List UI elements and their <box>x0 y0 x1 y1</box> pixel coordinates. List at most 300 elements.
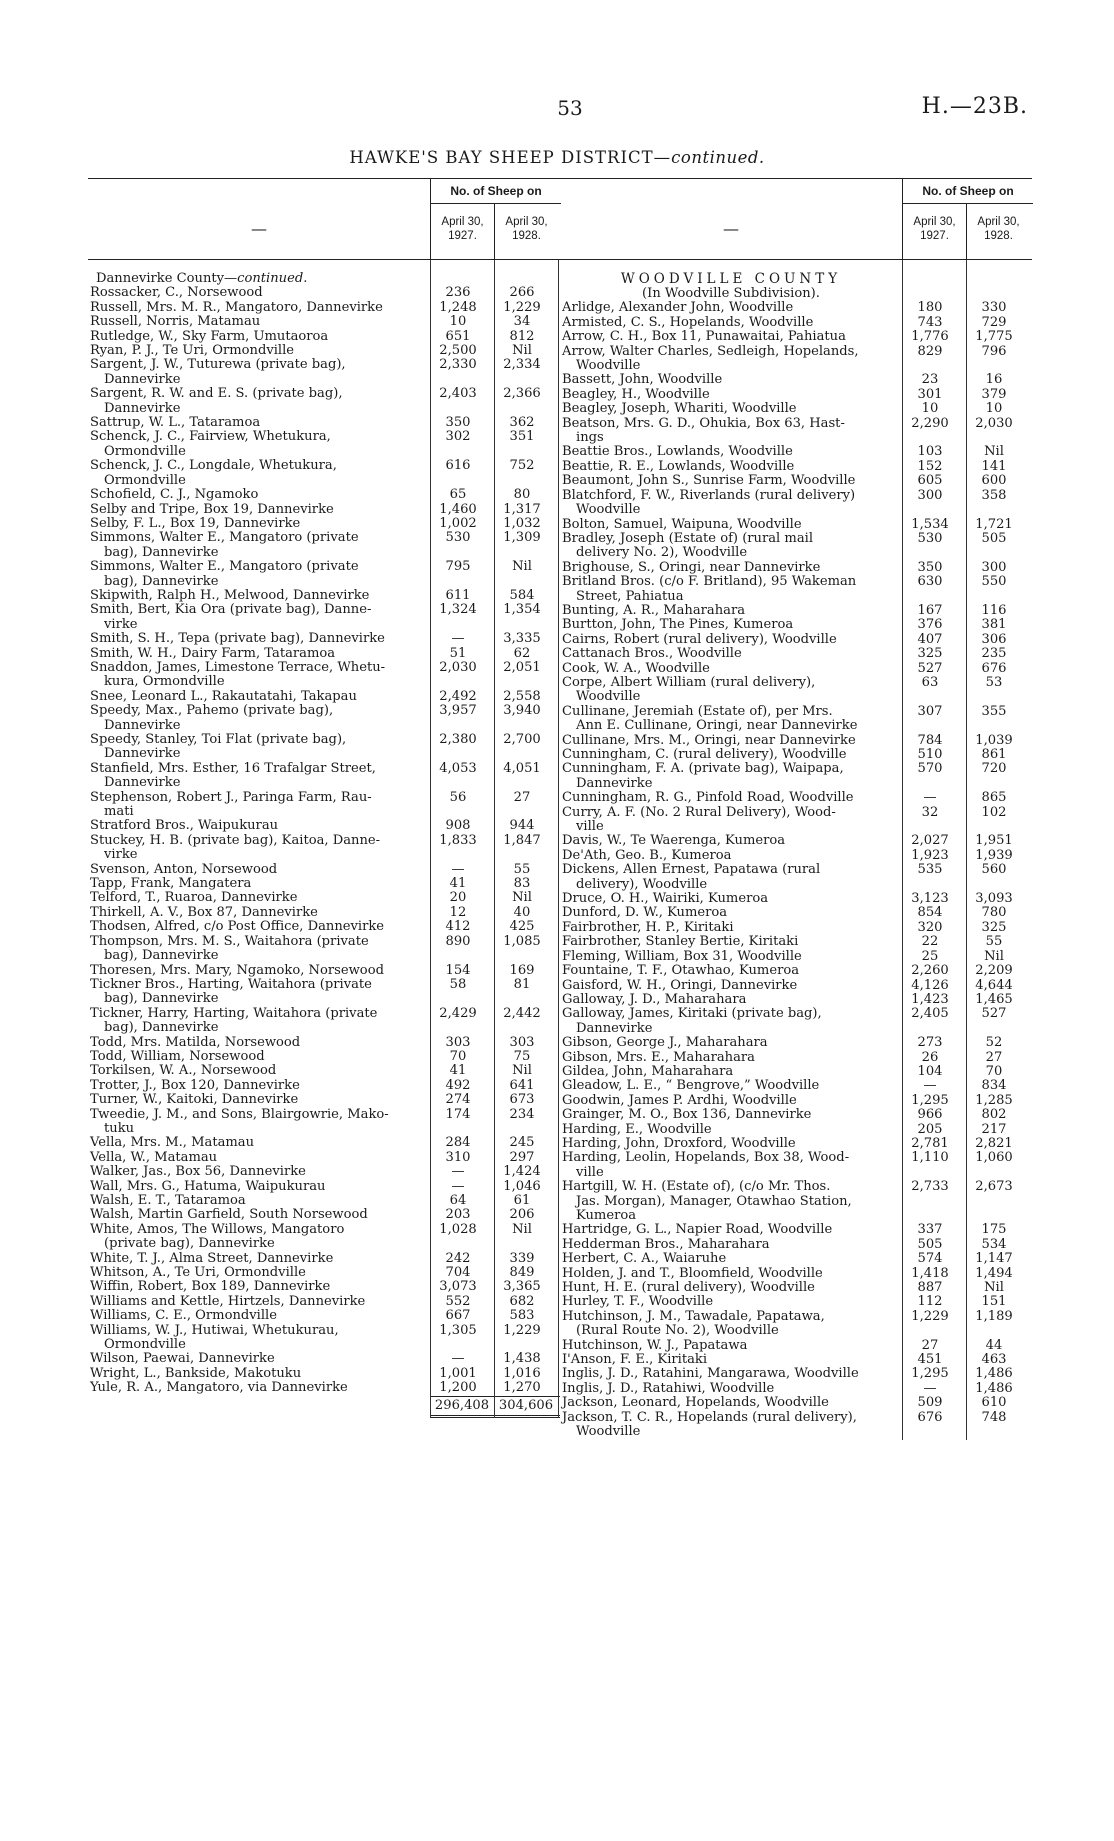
table-row <box>88 531 560 560</box>
owner-cell <box>88 1223 426 1252</box>
owner-name: Arrow, C. H., Box 11, Punawaitai, Pahiatua <box>562 329 846 345</box>
owner-cell <box>88 877 426 891</box>
owner-cell <box>88 430 426 459</box>
sheep-1928: 849 <box>509 1265 535 1281</box>
sheep-1928: 206 <box>509 1207 535 1223</box>
table-row <box>560 1036 1032 1050</box>
owner-name-continued: Woodville <box>576 502 641 518</box>
column-rule <box>902 260 903 1440</box>
sheep-1928: 2,558 <box>503 688 541 704</box>
sheep-1928: 297 <box>509 1149 535 1165</box>
table-row <box>88 964 560 978</box>
owner-cell <box>560 950 898 964</box>
owner-cell <box>560 445 898 459</box>
owner-name: Beaumont, John S., Sunrise Farm, Woodville <box>562 473 856 489</box>
sheep-1928: 1,309 <box>503 530 541 546</box>
sheep-1928: 1,775 <box>975 329 1013 345</box>
owner-cell <box>88 920 426 934</box>
sheep-1927: 1,001 <box>439 1365 477 1381</box>
owner-cell <box>560 979 898 993</box>
owner-name: Sargent, R. W. and E. S. (private bag), <box>90 386 343 402</box>
sheep-1927: 605 <box>917 473 943 489</box>
owner-name: Bradley, Joseph (Estate of) (rural mail <box>562 530 814 546</box>
owner-cell <box>88 863 426 877</box>
sheep-1927: 1,002 <box>439 515 477 531</box>
owner-cell <box>560 935 898 949</box>
sheep-1927: 407 <box>917 631 943 647</box>
table-row <box>88 430 560 459</box>
sheep-1928: 2,700 <box>503 732 541 747</box>
sheep-1927: 1,295 <box>911 1092 949 1108</box>
table-rows <box>88 286 560 1395</box>
owner-name: Blatchford, F. W., Riverlands (rural delivery) <box>562 487 856 503</box>
sheep-1927: 966 <box>917 1107 943 1123</box>
owner-cell <box>88 762 426 791</box>
table-row <box>560 1339 1032 1353</box>
table-row <box>88 1050 560 1064</box>
table-row <box>88 1352 560 1366</box>
table-row <box>560 705 1032 734</box>
sheep-1927: 2,260 <box>911 963 949 979</box>
owner-name: Russell, Norris, Matamau <box>90 314 261 330</box>
table-body <box>88 260 560 1418</box>
name-column-header: — <box>251 219 267 238</box>
owner-name-continued: virke <box>104 847 138 863</box>
table-row <box>560 662 1032 676</box>
owner-cell <box>560 1339 898 1353</box>
owner-name-continued: Dannevirke <box>576 775 653 791</box>
sheep-1927: 303 <box>445 1034 471 1050</box>
sheep-1927: 310 <box>445 1149 471 1165</box>
owner-cell <box>560 892 898 906</box>
table-row <box>560 489 1032 518</box>
owner-cell <box>560 633 898 647</box>
table-row <box>560 921 1032 935</box>
owner-name: Tweedie, J. M., and Sons, Blairgowrie, Mako- <box>90 1106 389 1122</box>
owner-cell <box>88 891 426 905</box>
owner-name: Simmons, Walter E., Mangatoro (private <box>90 530 359 546</box>
owner-cell <box>560 1180 898 1223</box>
owner-name: Williams and Kettle, Hirtzels, Dannevirke <box>90 1293 366 1309</box>
sheep-1927: 274 <box>445 1092 471 1108</box>
sheep-1928: 81 <box>513 976 531 992</box>
owner-cell <box>88 1367 426 1381</box>
table-row <box>88 661 560 690</box>
owner-cell <box>560 1051 898 1065</box>
owner-name-continued: Ormondville <box>104 472 186 488</box>
owner-name: Hartgill, W. H. (Estate of), (c/o Mr. Thos. <box>562 1179 831 1195</box>
sheep-1927: 2,330 <box>439 357 477 373</box>
owner-name-continued: Ormondville <box>104 1337 186 1353</box>
sheep-1927: 167 <box>917 602 943 618</box>
owner-name: Grainger, M. O., Box 136, Dannevirke <box>562 1107 812 1123</box>
owner-cell <box>560 806 898 835</box>
owner-cell <box>88 1324 426 1353</box>
owner-cell <box>560 532 898 561</box>
sheep-1928: 245 <box>509 1135 535 1151</box>
sheep-1927: 795 <box>445 559 471 575</box>
sheep-1927: 70 <box>449 1048 467 1064</box>
owner-cell <box>88 1093 426 1107</box>
column-rule <box>558 260 559 1418</box>
sheep-1928: 1,032 <box>503 515 541 531</box>
owner-name: Corpe, Albert William (rural delivery), <box>562 674 816 690</box>
sheep-1928: 2,334 <box>503 357 541 373</box>
owner-name: Inglis, J. D., Ratahini, Mangarawa, Woodville <box>562 1366 859 1382</box>
sheep-1928: 55 <box>985 934 1003 950</box>
sheep-1927: 667 <box>445 1308 471 1324</box>
owner-name: Stratford Bros., Waipukurau <box>90 818 279 834</box>
sheep-1927: 784 <box>917 732 943 748</box>
owner-cell <box>88 387 426 416</box>
owner-name: Thodsen, Alfred, c/o Post Office, Dannevirke <box>90 919 385 935</box>
owner-name-continued: ville <box>576 819 604 835</box>
year-1927-header: April 30, 1927. <box>902 203 966 259</box>
owner-cell <box>88 647 426 661</box>
sheep-1927: 854 <box>917 905 943 921</box>
sheep-1927: 509 <box>917 1395 943 1411</box>
owner-cell <box>88 531 426 560</box>
table-row <box>88 503 560 517</box>
owner-name: Williams, C. E., Ormondville <box>90 1308 277 1324</box>
sheep-1928: 1,085 <box>503 933 541 949</box>
sheep-1927: 829 <box>917 343 943 359</box>
table-row <box>560 1238 1032 1252</box>
owner-cell <box>88 1050 426 1064</box>
sheep-1928: 3,365 <box>503 1279 541 1295</box>
owner-cell <box>560 345 898 374</box>
owner-name: White, T. J., Alma Street, Dannevirke <box>90 1250 334 1266</box>
owner-name: Walsh, Martin Garfield, South Norsewood <box>90 1207 368 1223</box>
owner-name: Svenson, Anton, Norsewood <box>90 861 278 877</box>
sheep-1928: 812 <box>509 328 535 344</box>
owner-cell <box>88 589 426 603</box>
sheep-1928: 102 <box>981 804 1007 820</box>
owner-name: Russell, Mrs. M. R., Mangatoro, Dannevirke <box>90 299 383 315</box>
owner-cell <box>560 921 898 935</box>
table-row <box>560 1094 1032 1108</box>
sheep-1927: 25 <box>921 948 939 964</box>
table-row <box>88 704 560 733</box>
table-row <box>88 1036 560 1050</box>
section-heading <box>88 272 560 286</box>
sheep-1927: 26 <box>921 1049 939 1065</box>
sheep-1928: 720 <box>981 761 1007 777</box>
sheep-1927: 2,781 <box>911 1135 949 1151</box>
owner-cell <box>88 1064 426 1078</box>
table-row <box>560 964 1032 978</box>
sheep-1927: 307 <box>917 703 943 719</box>
owner-name: Beattie, R. E., Lowlands, Woodville <box>562 458 795 474</box>
table-row <box>560 373 1032 387</box>
table-row <box>88 834 560 863</box>
sheep-1928: 358 <box>981 487 1007 503</box>
sheep-1927: 2,030 <box>439 659 477 675</box>
owner-cell <box>560 662 898 676</box>
sheep-1928: 1,494 <box>975 1265 1013 1281</box>
sheep-1927: 104 <box>917 1063 943 1079</box>
owner-name-continued: Woodville <box>576 1424 641 1440</box>
sheep-1928: 425 <box>509 919 535 935</box>
sheep-1928: 141 <box>981 458 1007 474</box>
table-row <box>560 935 1032 949</box>
total-1928: 304,606 <box>498 1397 554 1413</box>
owner-name: Harding, John, Droxford, Woodville <box>562 1135 796 1151</box>
owner-name: Beagley, H., Woodville <box>562 386 710 402</box>
owner-name: Beattie Bros., Lowlands, Woodville <box>562 444 793 460</box>
owner-name: Hartridge, G. L., Napier Road, Woodville <box>562 1222 833 1238</box>
owner-cell <box>560 762 898 791</box>
owner-name: Cullinane, Mrs. M., Oringi, near Dannevirke <box>562 732 856 748</box>
table-row <box>88 632 560 646</box>
owner-name: Hunt, H. E. (rural delivery), Woodville <box>562 1280 815 1296</box>
sheep-1928: 2,209 <box>975 963 1013 979</box>
owner-name: Britland Bros. (c/o F. Britland), 95 Wakeman <box>562 574 857 590</box>
owner-cell <box>88 603 426 632</box>
sheep-1927: 12 <box>449 904 467 920</box>
sheep-1928: 151 <box>981 1294 1007 1310</box>
sheep-1928: 70 <box>985 1063 1003 1079</box>
owner-cell <box>560 748 898 762</box>
owner-name-continued: mati <box>104 804 134 820</box>
owner-name: Gaisford, W. H., Oringi, Dannevirke <box>562 977 798 993</box>
owner-cell <box>88 1208 426 1222</box>
sheep-1928: 682 <box>509 1293 535 1309</box>
owner-name-continued: bag), Dannevirke <box>104 991 219 1007</box>
table-row <box>88 1324 560 1353</box>
sheep-1928: 1,046 <box>503 1178 541 1194</box>
sheep-1927: 337 <box>917 1222 943 1238</box>
page-title-main: HAWKE'S BAY SHEEP DISTRICT— <box>349 148 672 167</box>
table-row <box>88 935 560 964</box>
table-row <box>560 1411 1032 1440</box>
table-row <box>560 330 1032 344</box>
owner-name: Tapp, Frank, Mangatera <box>90 876 252 892</box>
sheep-1928: 1,285 <box>975 1092 1013 1108</box>
sheep-1928: 83 <box>513 876 531 892</box>
table-row <box>560 532 1032 561</box>
owner-name: Cunningham, C. (rural delivery), Woodville <box>562 747 847 762</box>
sheep-1927: — <box>923 790 937 806</box>
sheep-1927: 300 <box>917 487 943 503</box>
table-row <box>88 1136 560 1150</box>
sheep-1927: 2,290 <box>911 415 949 431</box>
sheep-1927: 527 <box>917 660 943 676</box>
owner-name: Harding, E., Woodville <box>562 1121 712 1137</box>
sheep-1928: 1,486 <box>975 1380 1013 1396</box>
sheep-1928: 379 <box>981 386 1007 402</box>
owner-cell <box>560 402 898 416</box>
owner-cell <box>560 1267 898 1281</box>
sheep-1928: 534 <box>981 1236 1007 1252</box>
table-header <box>88 178 560 260</box>
sheep-1927: 530 <box>445 530 471 546</box>
sheep-1928: 306 <box>981 631 1007 647</box>
table-row <box>560 1180 1032 1223</box>
table-row <box>88 459 560 488</box>
owner-cell <box>88 1136 426 1150</box>
owner-cell <box>560 1123 898 1137</box>
table-row <box>88 1180 560 1194</box>
sheep-1927: 4,126 <box>911 977 949 993</box>
owner-cell <box>88 1280 426 1294</box>
sheep-1927: 174 <box>445 1106 471 1122</box>
sheep-1927: 2,733 <box>911 1179 949 1195</box>
sheep-1928: 610 <box>981 1395 1007 1411</box>
owner-name: Williams, W. J., Hutiwai, Whetukurau, <box>90 1322 339 1338</box>
owner-cell <box>560 316 898 330</box>
sheep-1928: 10 <box>985 401 1003 417</box>
owner-cell <box>560 604 898 618</box>
sheep-1927: 2,380 <box>439 732 477 747</box>
sheep-1927: 56 <box>449 789 467 805</box>
sheep-1927: 20 <box>449 890 467 906</box>
column-rule <box>430 260 431 1418</box>
sheep-1927: 1,324 <box>439 602 477 618</box>
owner-cell <box>560 518 898 532</box>
owner-cell <box>88 1007 426 1036</box>
owner-name: Walker, Jas., Box 56, Dannevirke <box>90 1164 306 1180</box>
owner-cell <box>560 1353 898 1367</box>
sheep-1927: 611 <box>445 587 471 603</box>
table-row <box>88 517 560 531</box>
sheep-1928: 1,465 <box>975 991 1013 1007</box>
owner-name: Thirkell, A. V., Box 87, Dannevirke <box>90 904 318 920</box>
owner-name: Walsh, E. T., Tataramoa <box>90 1193 246 1208</box>
table-row <box>560 1310 1032 1339</box>
table-row <box>560 1065 1032 1079</box>
sheep-1927: 154 <box>445 962 471 978</box>
totals-row <box>430 1396 560 1418</box>
county-heading: WOODVILLE COUNTY <box>620 271 842 287</box>
owner-name-continued: Street, Pahiatua <box>576 588 684 604</box>
table-row <box>560 618 1032 632</box>
table-row <box>88 315 560 329</box>
sheep-1927: 510 <box>917 747 943 762</box>
table-row <box>88 416 560 430</box>
sheep-1927: 1,776 <box>911 329 949 345</box>
sheep-1928: 3,093 <box>975 891 1013 907</box>
owner-name: Galloway, James, Kiritaki (private bag), <box>562 1006 822 1022</box>
owner-cell <box>560 460 898 474</box>
owner-cell <box>560 676 898 705</box>
owner-cell <box>560 1367 898 1381</box>
sheep-1927: 203 <box>445 1207 471 1223</box>
owner-name: Whitson, A., Te Uri, Ormondville <box>90 1265 306 1281</box>
owner-cell <box>560 618 898 632</box>
sheep-1927: 676 <box>917 1409 943 1425</box>
owner-cell <box>88 906 426 920</box>
sheep-1927: 236 <box>445 285 471 301</box>
owner-name: Fountaine, T. F., Otawhao, Kumeroa <box>562 963 800 979</box>
sheep-1928: 175 <box>981 1222 1007 1238</box>
sheep-1928: 3,940 <box>503 703 541 719</box>
owner-name-continued: ings <box>576 430 604 446</box>
sheep-1927: 412 <box>445 919 471 935</box>
owner-name: Snaddon, James, Limestone Terrace, Whetu- <box>90 659 386 675</box>
owner-name: Beagley, Joseph, Whariti, Woodville <box>562 401 797 417</box>
sheep-1928: 527 <box>981 1006 1007 1022</box>
sheep-1928: Nil <box>512 890 532 906</box>
owner-name: Todd, William, Norsewood <box>90 1048 265 1064</box>
sheep-1927: 22 <box>921 934 939 950</box>
owner-cell <box>88 301 426 315</box>
table-row <box>560 748 1032 762</box>
sheep-1928: 1,317 <box>503 501 541 517</box>
sheep-1928: 780 <box>981 905 1007 921</box>
sheep-1927: 51 <box>449 645 467 661</box>
owner-cell <box>560 1238 898 1252</box>
owner-name: Todd, Mrs. Matilda, Norsewood <box>90 1034 301 1050</box>
sheep-1928: 505 <box>981 530 1007 546</box>
owner-name: Gleadow, L. E., “ Bengrove,” Woodville <box>562 1078 820 1094</box>
column-rule <box>966 260 967 1440</box>
owner-cell <box>560 330 898 344</box>
sheep-1928: 1,147 <box>975 1251 1013 1267</box>
owner-cell <box>88 315 426 329</box>
table-row <box>88 1266 560 1280</box>
sheep-1928: 362 <box>509 415 535 431</box>
sheep-1928: 2,673 <box>975 1179 1013 1195</box>
owner-name-continued: Ann E. Cullinane, Oringi, near Dannevirke <box>576 718 858 734</box>
sheep-1927: 41 <box>449 1063 467 1079</box>
owner-name: I'Anson, F. E., Kiritaki <box>562 1352 708 1368</box>
owner-cell <box>560 964 898 978</box>
sheep-1927: 23 <box>921 372 939 388</box>
sheep-1928: 44 <box>985 1337 1003 1353</box>
owner-cell <box>88 632 426 646</box>
sheep-1928: 27 <box>513 789 531 805</box>
table-row <box>560 575 1032 604</box>
document-reference: H.—23B. <box>921 94 1028 119</box>
owner-cell <box>88 661 426 690</box>
sheep-1928: 463 <box>981 1352 1007 1368</box>
table-row <box>88 1223 560 1252</box>
owner-name: Simmons, Walter E., Mangatoro (private <box>90 559 359 575</box>
sheep-1927: 1,833 <box>439 832 477 848</box>
owner-name: Turner, W., Kaitoki, Dannevirke <box>90 1092 299 1108</box>
sheep-1928: 62 <box>513 645 531 661</box>
owner-cell <box>560 1094 898 1108</box>
owner-name: Brighouse, S., Oringi, near Dannevirke <box>562 559 821 575</box>
owner-name: De'Ath, Geo. B., Kumeroa <box>562 847 732 863</box>
table-row <box>560 518 1032 532</box>
sheep-1927: 630 <box>917 574 943 590</box>
sheep-1927: 1,460 <box>439 501 477 517</box>
owner-cell <box>88 330 426 344</box>
sheep-1928: 834 <box>981 1078 1007 1094</box>
sheep-1927: 112 <box>917 1294 943 1310</box>
table-row <box>560 460 1032 474</box>
owner-name: Torkilsen, W. A., Norsewood <box>90 1063 277 1079</box>
sheep-1928: 861 <box>981 747 1007 762</box>
owner-name-continued: ville <box>576 1164 604 1180</box>
owner-name: Rutledge, W., Sky Farm, Umutaoroa <box>90 328 329 344</box>
sheep-1927: 1,418 <box>911 1265 949 1281</box>
sheep-1928: 355 <box>981 703 1007 719</box>
sheep-1927: 103 <box>917 444 943 460</box>
owner-cell <box>88 1352 426 1366</box>
owner-name-continued: Woodville <box>576 358 641 374</box>
owner-name: Fairbrother, Stanley Bertie, Kiritaki <box>562 934 799 950</box>
owner-name: Thoresen, Mrs. Mary, Ngamoko, Norsewood <box>90 962 384 978</box>
owner-name: Holden, J. and T., Bloomfield, Woodville <box>562 1265 823 1281</box>
year-1927-header: April 30, 1927. <box>430 203 494 259</box>
owner-name-continued: (Rural Route No. 2), Woodville <box>576 1323 779 1339</box>
owner-name: Davis, W., Te Waerenga, Kumeroa <box>562 833 786 849</box>
sheep-1927: 887 <box>917 1280 943 1296</box>
table-row <box>88 1007 560 1036</box>
